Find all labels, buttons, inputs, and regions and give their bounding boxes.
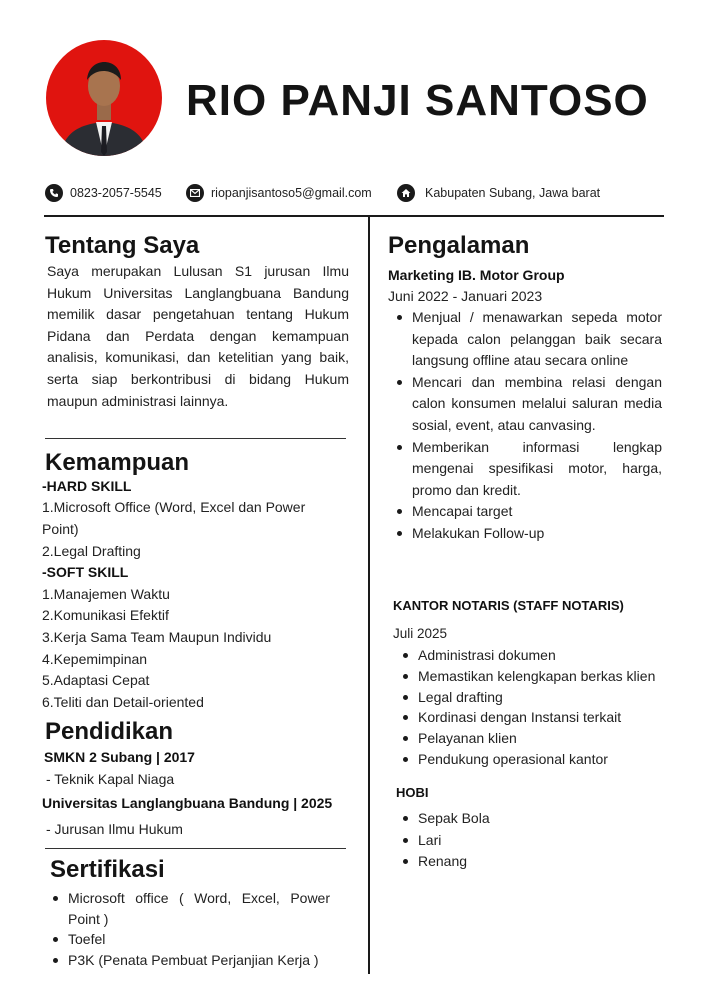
job2-company: KANTOR NOTARIS (STAFF NOTARIS): [393, 598, 624, 613]
job2-duty: Administrasi dokumen: [398, 645, 698, 666]
profile-photo: [46, 40, 162, 156]
certification-list: [48, 888, 330, 970]
job1-period: Juni 2022 - Januari 2023: [388, 288, 543, 304]
experience-heading: Pengalaman: [388, 232, 530, 259]
skills-heading: Kemampuan: [45, 449, 190, 476]
certification-item: P3K (Penata Pembuat Perjanjian Kerja ): [48, 950, 330, 971]
university-major: - Jurusan Ilmu Hukum: [46, 821, 183, 837]
home-icon: [397, 184, 415, 202]
certification-item: Toefel: [48, 929, 330, 950]
job2-duty: Kordinasi dengan Instansi terkait: [398, 707, 698, 728]
certification-item: Microsoft office ( Word, Excel, Power Point ): [48, 888, 330, 929]
hobby-item: Sepak Bola: [398, 808, 598, 830]
certification-heading: Sertifikasi: [50, 856, 165, 883]
hard-skill-item: 2.Legal Drafting: [42, 543, 141, 559]
soft-skill-item: 1.Manajemen Waktu: [42, 586, 170, 602]
hard-skill-label: -HARD SKILL: [42, 478, 132, 494]
email-icon: [186, 184, 204, 202]
job2-period: Juli 2025: [393, 626, 448, 641]
university-name: Universitas Langlangbuana Bandung | 2025: [42, 795, 333, 811]
soft-skill-item: 6.Teliti dan Detail-oriented: [42, 694, 204, 710]
job1-duty: Mencapai target: [392, 501, 662, 523]
job2-duty: Legal drafting: [398, 687, 698, 708]
job2-duties: [398, 645, 698, 770]
header-divider: [44, 215, 664, 217]
job1-duty: Melakukan Follow-up: [392, 523, 662, 545]
job1-duty: Memberikan informasi lengkap mengenai spesifikasi motor, harga, promo dan kredit.: [392, 437, 662, 502]
job1-duties: [392, 307, 662, 545]
soft-skill-item: 2.Komunikasi Efektif: [42, 607, 169, 623]
soft-skill-item: 4.Kepemimpinan: [42, 651, 148, 667]
education-divider: [45, 848, 346, 849]
candidate-name: RIO PANJI SANTOSO: [186, 76, 649, 125]
hobby-heading: HOBI: [396, 785, 429, 800]
email-address: riopanjisantoso5@gmail.com: [211, 186, 372, 200]
job1-duty: Menjual / menawarkan sepeda motor kepada calon pelanggan baik secara langsung offline atau secara online: [392, 307, 662, 372]
hard-skill-item: 1.Microsoft Office (Word, Excel dan Power: [42, 499, 306, 515]
soft-skill-item: 5.Adaptasi Cepat: [42, 672, 150, 688]
hobby-item: Lari: [398, 830, 598, 852]
education-heading: Pendidikan: [45, 718, 174, 745]
contact-location: [397, 183, 600, 203]
contact-email: [186, 183, 372, 203]
about-heading: Tentang Saya: [45, 232, 200, 259]
job2-duty: Memastikan kelengkapan berkas klien: [398, 666, 698, 687]
job2-duty: Pelayanan klien: [398, 728, 698, 749]
job2-duty: Pendukung operasional kantor: [398, 749, 698, 770]
job1-duty: Mencari dan membina relasi dengan calon konsumen melalui saluran media sosial, event, atau canvasing.: [392, 372, 662, 437]
soft-skill-label: -SOFT SKILL: [42, 564, 129, 580]
contact-phone: [45, 183, 162, 203]
about-divider: [45, 438, 346, 439]
hobby-item: Renang: [398, 851, 598, 873]
hard-skill-item: Point): [42, 521, 79, 537]
location-text: Kabupaten Subang, Jawa barat: [425, 186, 601, 200]
phone-number: 0823-2057-5545: [70, 186, 162, 200]
person-silhouette: [46, 40, 162, 156]
job1-company: Marketing IB. Motor Group: [388, 267, 565, 283]
school-major: - Teknik Kapal Niaga: [46, 771, 175, 787]
school-name: SMKN 2 Subang | 2017: [44, 749, 195, 765]
soft-skill-item: 3.Kerja Sama Team Maupun Individu: [42, 629, 272, 645]
about-text: Saya merupakan Lulusan S1 jurusan Ilmu Hukum Universitas Langlangbuana Bandung memilik dasar pengetahuan tentang Hukum Pidana dan Perdata dengan kemampuan analisis, komunikasi, dan ketelitian yang baik, serta siap berkontribusi di bidang Hukum maupun administrasi lainnya.: [47, 263, 349, 409]
phone-icon: [45, 184, 63, 202]
hobby-list: [398, 808, 598, 873]
column-divider: [368, 216, 370, 974]
